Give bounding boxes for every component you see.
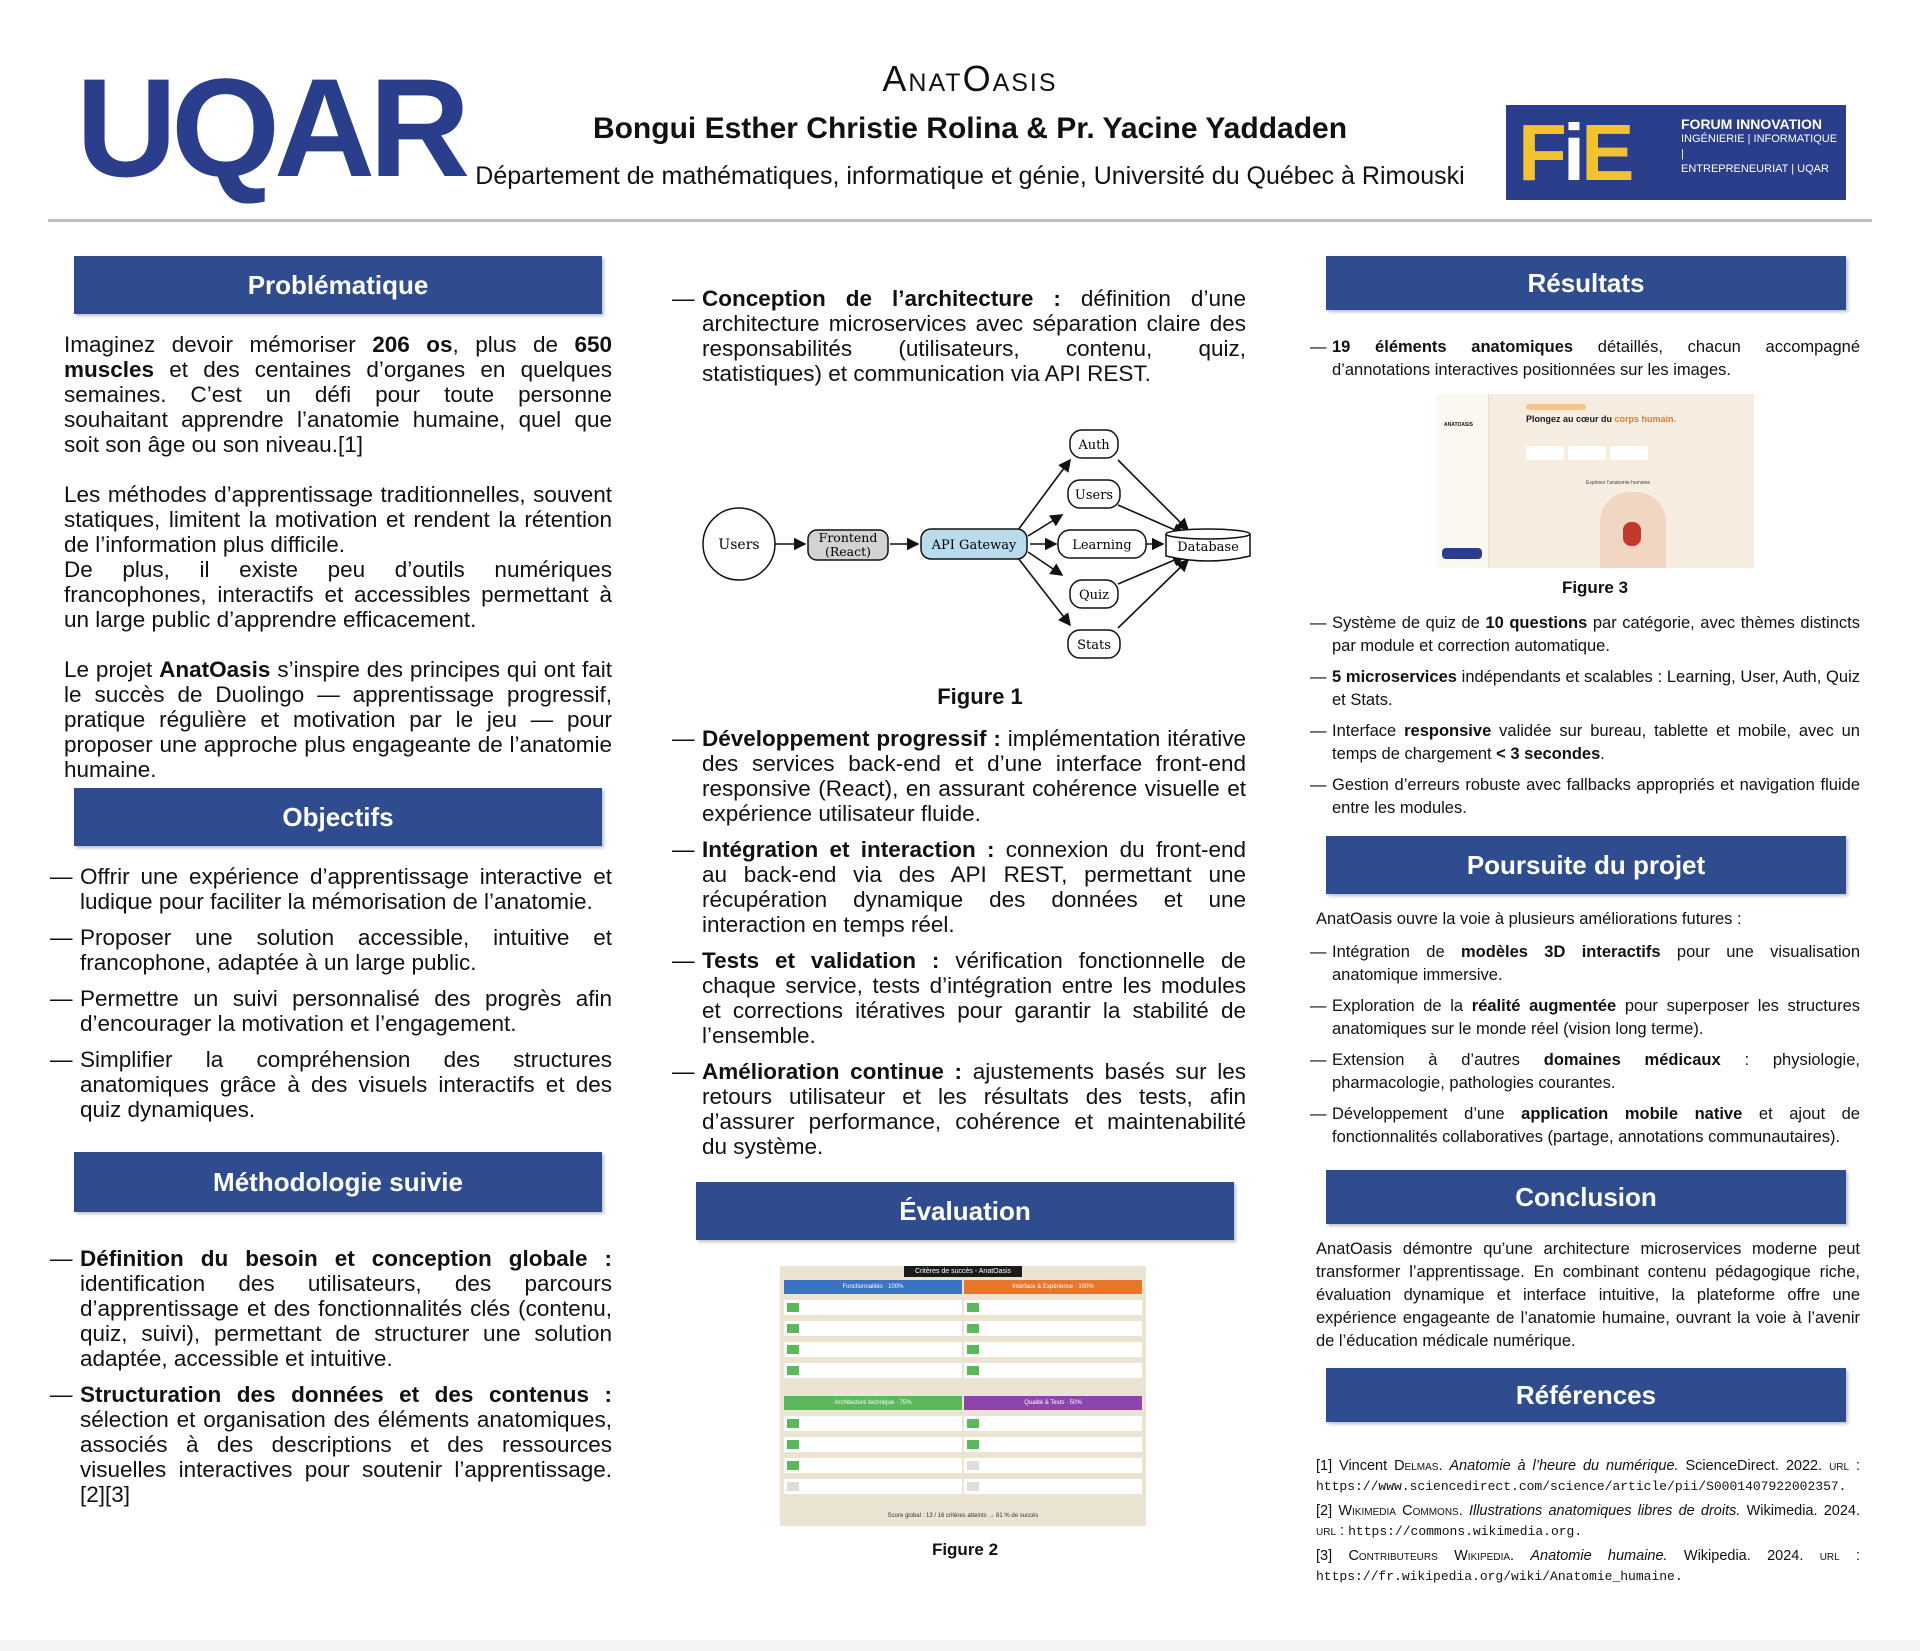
uqar-logo: UQAR <box>76 49 465 206</box>
diagram-node-auth <box>1070 430 1118 458</box>
objectif-item: — Proposer une solution accessible, intuitive et francophone, adaptée à un large public. <box>52 925 612 975</box>
app-headline: Plongez au cœur du corps humain. <box>1526 414 1677 424</box>
problematique-p3: Le projet AnatOasis s’inspire des principes qui ont fait le succès de Duolingo — apprentissage progressif, pratique régulière et motivation par le jeu — pour proposer une approche plus engageante de l’anatomie humaine. <box>64 657 612 782</box>
poursuite-item: — Intégration de modèles 3D interactifs pour une visualisation anatomique immersive. <box>1312 941 1860 987</box>
diagram-node-quiz <box>1070 580 1118 608</box>
reference-item: [2] Wikimedia Commons. Illustrations anatomiques libres de droits. Wikimedia. 2024. url : https://commons.wikimedia.org. <box>1316 1503 1860 1539</box>
diagram-node-frontend <box>808 530 888 560</box>
poursuite-item: — Développement d’une application mobile native et ajout de fonctionnalités collaboratives (partage, annotations communautaires). <box>1312 1103 1860 1149</box>
svg-text:Learning: Learning <box>1072 538 1132 553</box>
fie-logo-text: FORUM INNOVATION INGÉNIERIE | INFORMATIQUE | ENTREPRENEURIAT | UQAR <box>1681 116 1838 175</box>
resultat-item: — Système de quiz de 10 questions par catégorie, avec thèmes distincts par module et correction automatique. <box>1312 612 1860 658</box>
resultats-list-1 <box>1312 336 1860 390</box>
criteria-panel-header: Architecture technique · 75% <box>784 1396 962 1410</box>
resultat-item: — Gestion d’erreurs robuste avec fallbacks appropriés et navigation fluide entre les modules. <box>1312 774 1860 820</box>
objectif-item: — Offrir une expérience d’apprentissage interactive et ludique pour faciliter la mémorisation de l’anatomie. <box>52 864 612 914</box>
svg-text:Auth: Auth <box>1078 438 1110 453</box>
poster-affiliation: Département de mathématiques, informatique et génie, Université du Québec à Rimouski <box>475 162 1465 190</box>
objectifs-list <box>52 864 612 1133</box>
objectifs-heading: Objectifs <box>74 788 602 846</box>
svg-text:Users: Users <box>718 537 760 553</box>
problematique-heading: Problématique <box>74 256 602 314</box>
poster-authors: Bongui Esther Christie Rolina & Pr. Yacine Yaddaden <box>592 112 1348 145</box>
problematique-p2b: De plus, il existe peu d’outils numériques francophones, interactifs et accessibles permettant à un large public d’apprendre efficacement. <box>64 557 612 632</box>
header-divider <box>48 219 1872 222</box>
figure2-score: Score global : 13 / 16 critères atteints → 81 % de succès <box>887 1513 1039 1519</box>
methodologie-item: — Tests et validation : vérification fonctionnelle de chaque service, tests d’intégration entre les modules et corrections itératives pour garantir la stabilité de l’ensemble. <box>674 948 1246 1048</box>
methodologie-list-1 <box>52 1246 612 1518</box>
problematique-text <box>64 332 612 807</box>
diagram-node-users <box>703 508 775 580</box>
methodologie-item: — Développement progressif : implémentation itérative des services back-end et d’une interface front-end responsive (React), en assurant cohérence visuelle et expérience utilisateur fluide. <box>674 726 1246 826</box>
poursuite-item: — Extension à d’autres domaines médicaux : physiologie, pharmacologie, pathologies courantes. <box>1312 1049 1860 1095</box>
conclusion-text: AnatOasis démontre qu’une architecture microservices moderne peut transformer l’apprentissage. En combinant contenu pédagogique riche, évaluation dynamique et interface intuitive, la plateforme offre une expérience engageante de l’anatomie humaine, ouvrant la voie à l’avenir de l’éducation médicale numérique. <box>1316 1240 1860 1350</box>
resultat-item: — Interface responsive validée sur bureau, tablette et mobile, avec un temps de chargement < 3 secondes. <box>1312 720 1860 766</box>
poursuite-intro: AnatOasis ouvre la voie à plusieurs améliorations futures : <box>1316 910 1742 928</box>
criteria-panel-header: Interface & Expérience · 100% <box>964 1280 1142 1294</box>
resultats-heading: Résultats <box>1326 256 1846 310</box>
methodologie-item: — Structuration des données et des contenus : sélection et organisation des éléments anatomiques, associés à des descriptions et des ressources visuelles interactives pour soutenir l’apprentissage.[2][3] <box>52 1382 612 1507</box>
svg-text:Frontend: Frontend <box>818 530 878 545</box>
svg-text:Database: Database <box>1177 540 1239 555</box>
references-heading: Références <box>1326 1368 1846 1422</box>
criteria-panel <box>964 1396 1142 1494</box>
resultat-item: — 5 microservices indépendants et scalables : Learning, User, Auth, Quiz et Stats. <box>1312 666 1860 712</box>
title-block <box>440 58 1500 191</box>
criteria-panel <box>964 1280 1142 1378</box>
diagram-node-stats <box>1068 630 1120 658</box>
fie-logo-mark: FiE <box>1518 108 1631 197</box>
figure3-caption: Figure 3 <box>1561 578 1629 597</box>
figure1-caption: Figure 1 <box>937 684 1023 709</box>
poursuite-heading: Poursuite du projet <box>1326 836 1846 894</box>
svg-text:Stats: Stats <box>1077 638 1111 653</box>
reference-item: [3] Contributeurs Wikipedia. Anatomie humaine. Wikipedia. 2024. url : https://fr.wikipedia.org/wiki/Anatomie_humaine. <box>1316 1548 1861 1584</box>
criteria-panel-header: Fonctionnalités · 100% <box>784 1280 962 1294</box>
svg-text:API Gateway: API Gateway <box>931 538 1017 553</box>
resultat-item: — 19 éléments anatomiques détaillés, chacun accompagné d’annotations interactives positionnées sur les images. <box>1312 336 1860 382</box>
poursuite-text <box>1316 908 1860 1157</box>
methodologie-list-3 <box>674 726 1246 1170</box>
conclusion-heading: Conclusion <box>1326 1170 1846 1224</box>
resultats-list-2 <box>1312 612 1860 828</box>
architecture-diagram <box>700 420 1260 670</box>
objectif-item: — Permettre un suivi personnalisé des progrès afin d’encourager la motivation et l’engagement. <box>52 986 612 1036</box>
problematique-p2a: Les méthodes d’apprentissage traditionnelles, souvent statiques, limitent la motivation et rendent la rétention de l’information plus difficile. <box>64 482 612 557</box>
methodologie-item: — Amélioration continue : ajustements basés sur les retours utilisateur et les résultats des tests, afin d’assurer performance, cohérence et maintenabilité du système. <box>674 1059 1246 1159</box>
fie-logo <box>1506 105 1846 200</box>
app-sidebar: ANATOASIS <box>1436 394 1489 568</box>
reference-item: [1] Vincent Delmas. Anatomie à l’heure du numérique. ScienceDirect. 2022. url : https://www.sciencedirect.com/science/article/pii/S0001407922002357. <box>1316 1458 1861 1494</box>
methodologie-item: — Intégration et interaction : connexion du front-end au back-end via des API REST, permettant une récupération dynamique des données et une interaction en temps réel. <box>674 837 1246 937</box>
evaluation-heading: Évaluation <box>696 1182 1234 1240</box>
poster-title: AnatOasis <box>882 58 1058 99</box>
figure2-caption: Figure 2 <box>931 1540 999 1559</box>
methodologie-item: — Définition du besoin et conception globale : identification des utilisateurs, des parcours d’apprentissage et des fonctionnalités clés (contenu, quiz, suivi), permettant de structurer une solution adaptée, accessible et intuitive. <box>52 1246 612 1371</box>
diagram-node-database <box>1166 529 1250 561</box>
criteria-panel-header: Qualité & Tests · 50% <box>964 1396 1142 1410</box>
figure2-success-criteria <box>780 1266 1146 1526</box>
objectif-item: — Simplifier la compréhension des structures anatomiques grâce à des visuels interactifs et des quiz dynamiques. <box>52 1047 612 1122</box>
diagram-node-learning <box>1058 530 1146 558</box>
figure3-app-screenshot <box>1436 394 1754 568</box>
methodologie-heading: Méthodologie suivie <box>74 1152 602 1212</box>
references-list <box>1316 1456 1860 1587</box>
poursuite-item: — Exploration de la réalité augmentée pour superposer les structures anatomiques sur le monde réel (vision long terme). <box>1312 995 1860 1041</box>
criteria-panel <box>784 1396 962 1494</box>
methodologie-item: — Conception de l’architecture : définition d’une architecture microservices avec séparation claire des responsabilités (utilisateurs, contenu, quiz, statistiques) et communication via API REST. <box>674 286 1246 386</box>
svg-text:Users: Users <box>1074 488 1114 503</box>
svg-text:(React): (React) <box>824 544 872 559</box>
problematique-p1: Imaginez devoir mémoriser 206 os, plus de 650 muscles et des centaines d’organes en quelques semaines. C’est un défi pour toute personne souhaitant apprendre l’anatomie humaine, quel que soit son âge ou son niveau.[1] <box>64 332 612 457</box>
diagram-node-svc-users <box>1068 480 1120 508</box>
app-subtitle: Explorez l’anatomie humaine <box>1586 480 1651 486</box>
svg-text:Quiz: Quiz <box>1078 588 1110 603</box>
methodologie-list-2 <box>674 286 1246 397</box>
diagram-node-gateway <box>921 529 1027 559</box>
figure2-title: Critères de succès - AnatOasis <box>904 1266 1022 1277</box>
criteria-panel <box>784 1280 962 1378</box>
